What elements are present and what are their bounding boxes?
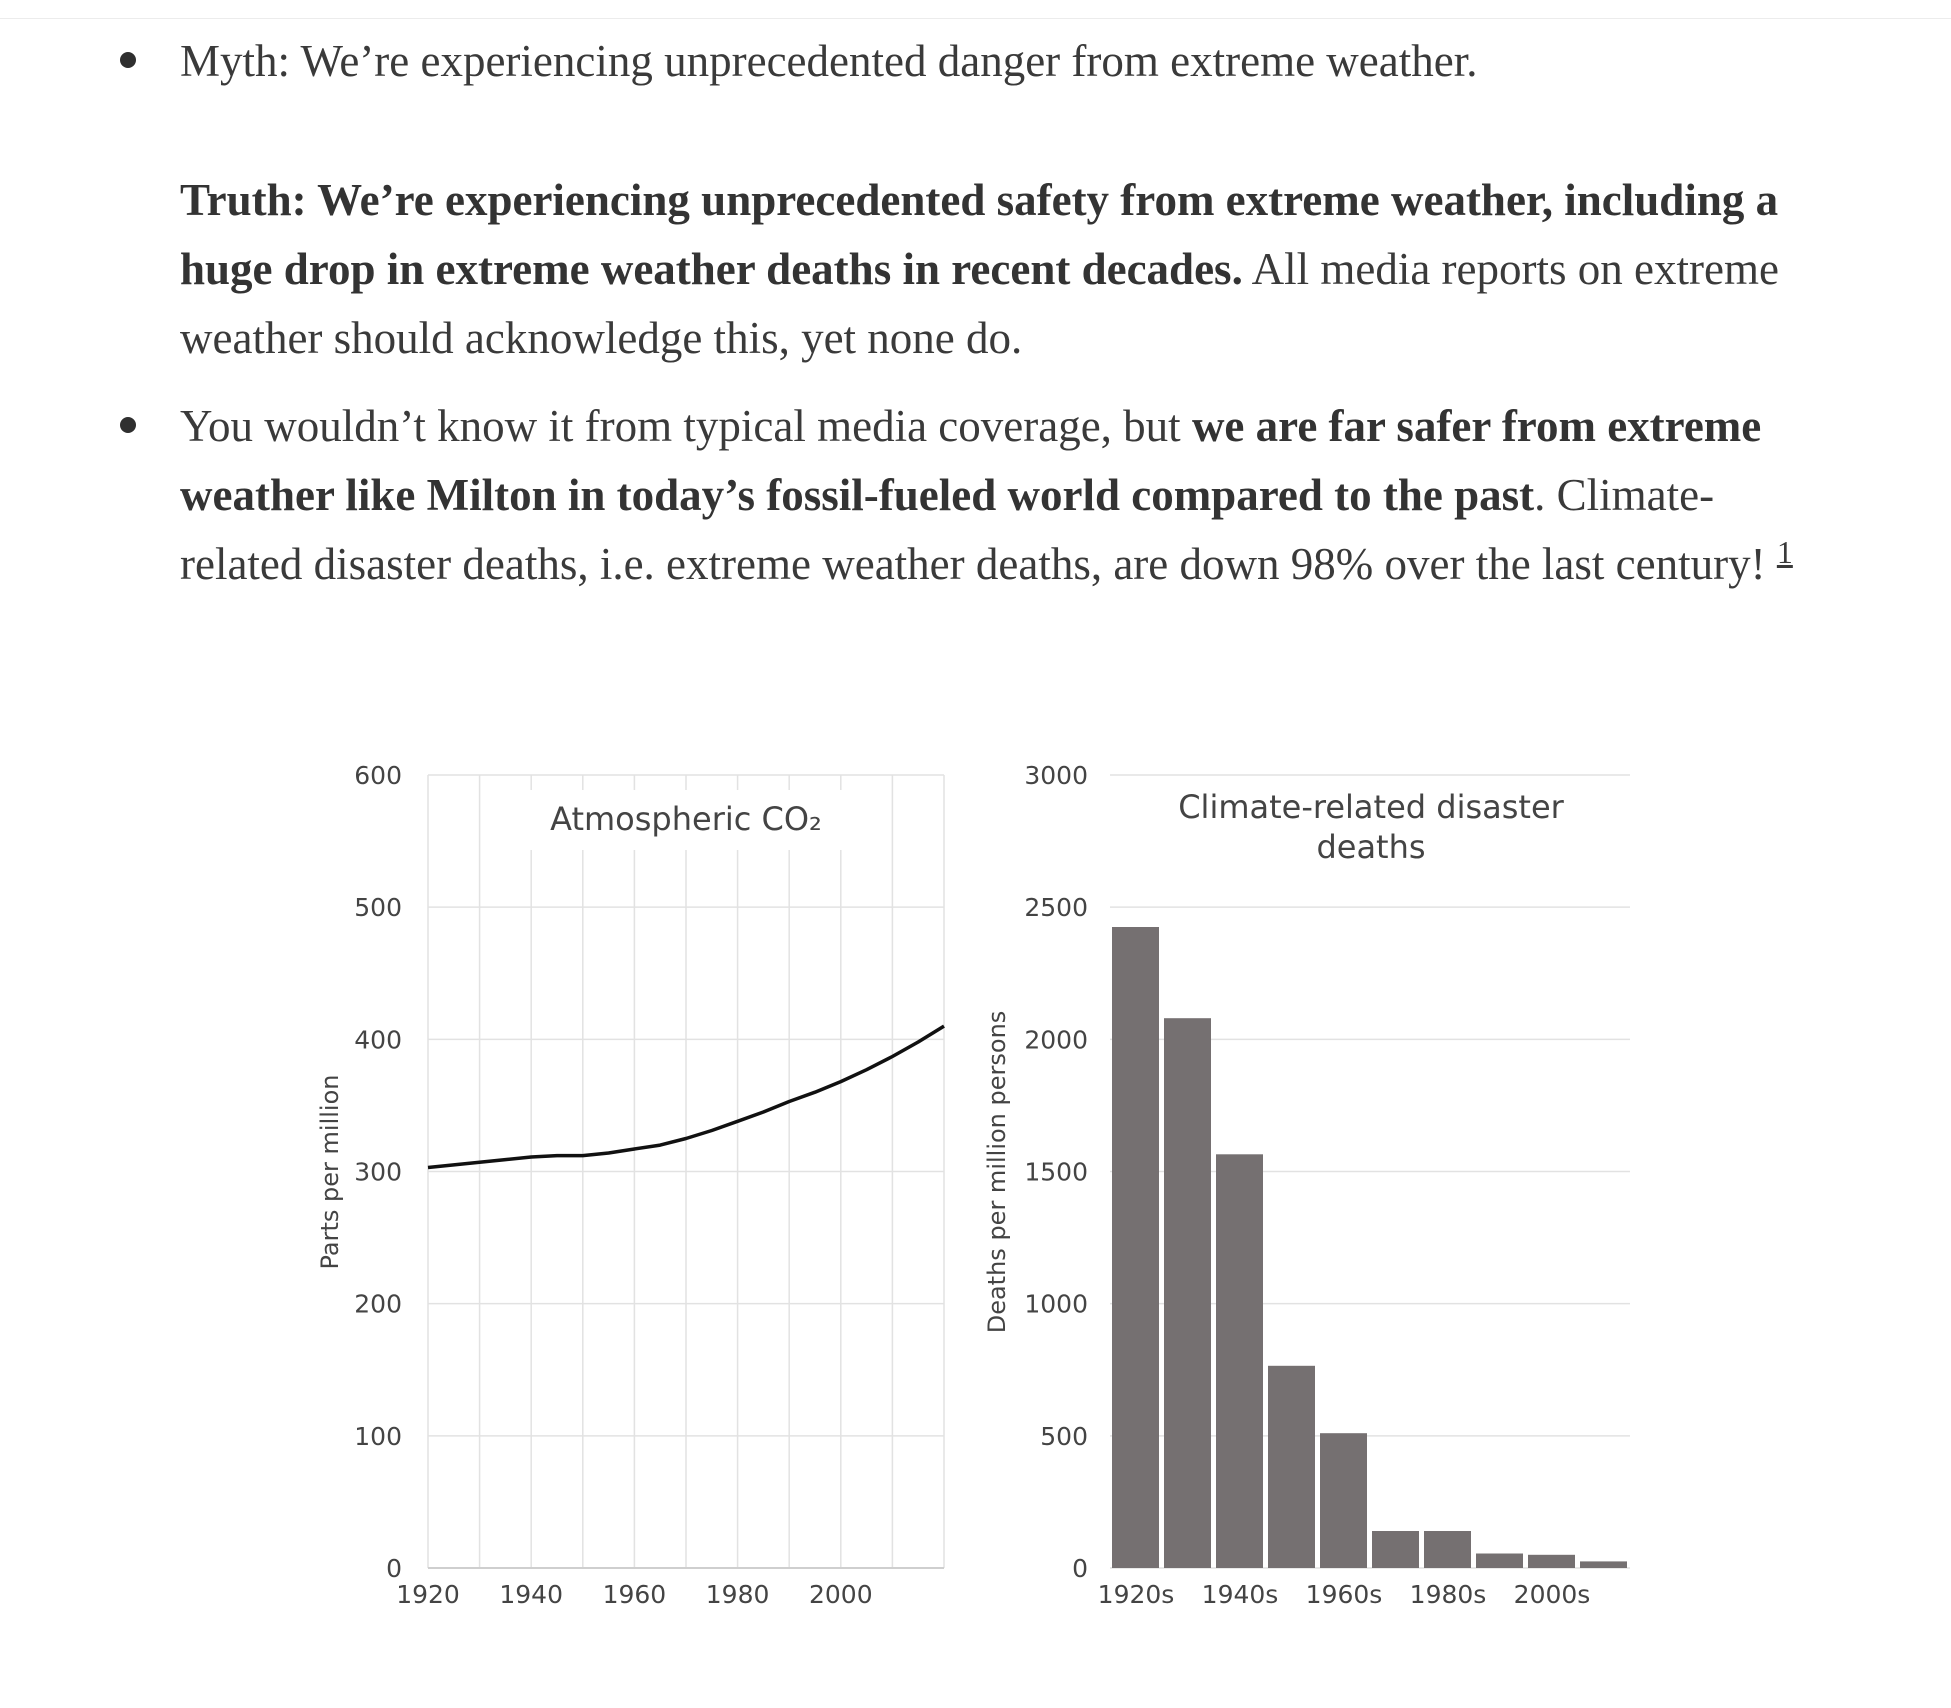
truth-rest: All media reports on extreme weather should acknowledge this, yet none do. [180, 244, 1779, 363]
x-tick-label: 1960s [1305, 1580, 1383, 1609]
x-tick-label: 1940s [1201, 1580, 1279, 1609]
safety-tail: . Climate-related disaster deaths, i.e. extreme weather deaths, are down 98% over the last century! [180, 470, 1766, 589]
y-tick-label: 200 [354, 1289, 402, 1319]
y-tick-label: 2000 [1024, 1025, 1088, 1055]
y-tick-label: 0 [1072, 1554, 1088, 1583]
x-tick-label: 2000s [1513, 1580, 1591, 1609]
y-tick-label: 3000 [1024, 761, 1088, 790]
y-tick-label: 400 [354, 1025, 402, 1055]
y-axis-label: Parts per million [316, 1074, 344, 1270]
y-tick-label: 300 [354, 1157, 402, 1187]
bar [1424, 1531, 1471, 1568]
y-tick-label: 600 [354, 761, 402, 790]
x-tick-label: 2000 [808, 1580, 873, 1609]
x-tick-label: 1920 [396, 1580, 460, 1609]
x-tick-label: 1980s [1409, 1580, 1487, 1609]
footnote-link[interactable]: 1 [1776, 534, 1793, 570]
bar [1320, 1433, 1367, 1568]
y-tick-label: 500 [1040, 1421, 1088, 1451]
chart-title-line: Climate-related disaster [1178, 788, 1564, 826]
y-tick-label: 1500 [1024, 1157, 1088, 1187]
x-tick-label: 1960 [602, 1580, 667, 1609]
myth-text: Myth: We’re experiencing unprecedented danger from extreme weather. [180, 36, 1478, 86]
x-tick-label: 1920s [1097, 1580, 1175, 1609]
x-tick-label: 1940 [499, 1580, 564, 1609]
x-tick-label: 1980 [705, 1580, 770, 1609]
y-axis-label: Deaths per million persons [983, 1010, 1011, 1334]
co2-line-chart [316, 761, 944, 1609]
chart-title-line: deaths [1316, 828, 1426, 866]
bar [1372, 1531, 1419, 1568]
y-tick-label: 1000 [1024, 1289, 1088, 1319]
y-tick-label: 500 [354, 893, 402, 923]
bar [1268, 1366, 1315, 1568]
safety-lead: You wouldn’t know it from typical media coverage, but [180, 401, 1192, 451]
chart-title: Atmospheric CO₂ [550, 800, 822, 838]
bar [1476, 1554, 1523, 1569]
bar [1216, 1154, 1263, 1568]
bar [1528, 1555, 1575, 1568]
y-tick-label: 2500 [1024, 893, 1088, 923]
chart-title [1178, 788, 1564, 866]
disaster-deaths-bar-chart [983, 761, 1630, 1609]
y-tick-label: 0 [386, 1554, 402, 1583]
y-tick-label: 100 [354, 1421, 402, 1451]
bar [1164, 1018, 1211, 1568]
bar [1112, 927, 1159, 1568]
safety-bold: we are far safer from extreme weather like Milton in today’s fossil-fueled world compared to the past [180, 401, 1762, 520]
bar [1580, 1561, 1627, 1568]
truth-bold: Truth: We’re experiencing unprecedented safety from extreme weather, including a huge drop in extreme weather deaths in recent decades. [180, 175, 1779, 294]
